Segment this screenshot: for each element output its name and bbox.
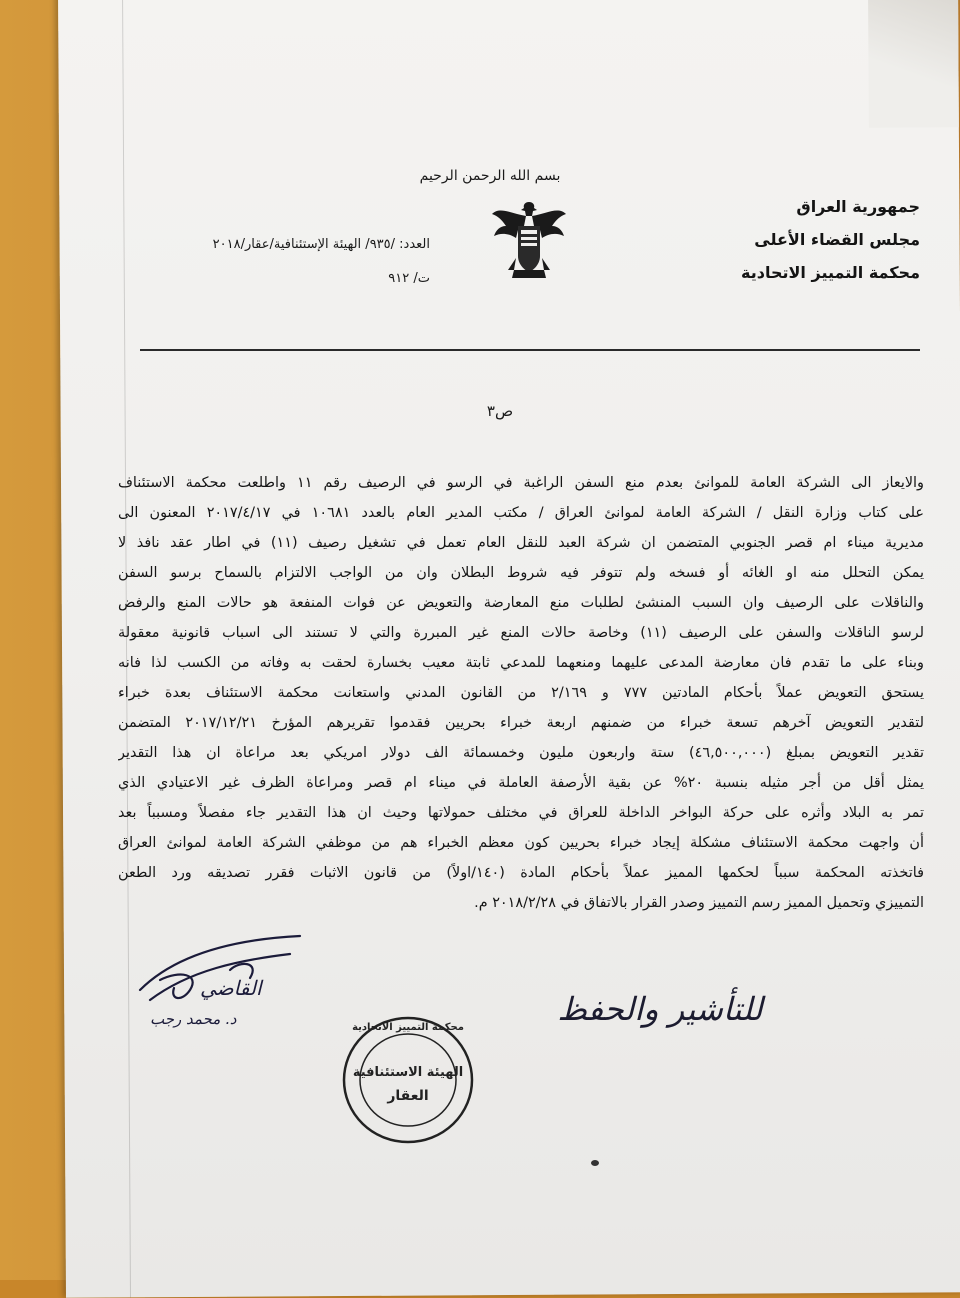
body-line: لتقدير التعويض آخرهم تسعة خبراء من ضمنهم اربعة خبراء بحريين فقدموا تقريرهم المؤرخ ٢٠١٧/١٢/٢١ المتضمن: [118, 715, 924, 731]
body-line: يستحق التعويض عملاً بأحكام المادتين ٧٧٧ و ٢/١٦٩ من القانون المدني واستعانت محكمة الاستئناف بعدة خبراء: [118, 685, 924, 701]
decision-body-text: [118, 468, 924, 918]
page-number: ص٣: [486, 402, 514, 420]
header-divider: [140, 349, 920, 351]
court-seal-stamp: [338, 1010, 478, 1150]
body-line: مديرية ميناء ام قصر الجنوبي المتضمن ان شركة العبد للنقل العام تعمل في تشغيل رصيف (١١) في اطار عقد نافذ لا: [118, 535, 924, 551]
archiving-note-handwritten: للتأشير والحفظ: [557, 990, 763, 1028]
body-line: وبناء على ما تقدم فان معارضة المدعى عليهما ومنعهما للمدعي ثابتة معيب بخسارة لحقت به وفاته من الكسب لذا فانه: [118, 655, 924, 671]
body-line: التمييزي وتحميل المميز رسم التمييز وصدر القرار بالاتفاق في ٢٠١٨/٢/٢٨ م.: [474, 895, 924, 911]
stamp-inner-line1: الهيئة الاستئنافية: [352, 1065, 464, 1080]
bismillah-heading: بسم الله الرحمن الرحيم: [419, 168, 561, 184]
body-line: والناقلات على الرصيف وان السبب المنشئ لطلبات منع المعارضة والتعويض عن فوات المنفعة هو حالات المنع والرفض: [118, 595, 924, 611]
court-line: محكمة التمييز الاتحادية: [741, 263, 920, 282]
body-line: على كتاب وزارة النقل / الشركة العامة لموانئ العراق / مكتب المدير العام بالعدد ١٠٦٨١ في ٢٠١٧/٤/١٧ المعنون الى: [118, 505, 924, 521]
body-line: والايعاز الى الشركة العامة للموانئ بعدم منع السفن الراغبة في الرسو في الرصيف رقم ١١ واطلعت محكمة الاستئناف: [118, 475, 924, 491]
issuing-authority-block: [670, 190, 920, 289]
body-line: تمر به البلاد وأثره على حركة البواخر الداخلة للعراق في مختلف حمولاتها وحيث ان هذا التقدير جاء مفصلاً ومسبباً بعد: [118, 805, 924, 821]
body-line: تقدير التعويض بمبلغ (٤٦,٥٠٠,٠٠٠) ستة واربعون مليون وخمسمائة الف دولار امريكي بعد مراعاة ان هذا التقدير: [118, 745, 924, 761]
ink-dot: [591, 1160, 599, 1166]
body-line: فاتخذته المحكمة سبباً لحكمها المميز عملاً بأحكام المادة (١٤٠/اولاً) من قانون الاثبات فقرر تصديقه ورد الطعن: [118, 865, 924, 881]
body-line: أن واجهت محكمة الاستئناف مشكلة إيجاد خبراء بحريين كون معظم الخبراء هم من موظفي الشركة العامة لموانئ العراق: [118, 835, 924, 851]
paper-corner-fold: [868, 0, 959, 128]
stamp-outer-text: محكمة التمييز الاتحادية: [352, 1022, 464, 1033]
reference-number: العدد: /٩٣٥/ الهيئة الإستئنافية/عقار/٢٠١٨: [212, 237, 430, 252]
iraq-eagle-emblem-icon: [488, 196, 570, 288]
body-line: يمكن التحلل منه او الغائه أو فسخه ولم تتوفر فيه شروط البطلان وان من الواجب الالتزام بالسماح برسو السفن: [118, 565, 924, 581]
country-line: جمهورية العراق: [796, 197, 920, 216]
body-line: لرسو الناقلات والسفن على الرصيف (١١) وخاصة حالات المنع غير المبررة والتي لا تستند الى اسباب قانونية معقولة: [118, 625, 924, 641]
stamp-inner-line2: العقار: [387, 1088, 429, 1104]
judge-title-handwritten: القاضي: [200, 976, 262, 1000]
body-line: يمثل أقل من أجر مثيله بنسبة ٢٠% عن بقية الأرصفة العاملة في ميناء ام قصر ومراعاة الظرف غير الاعتيادي الذي: [118, 775, 924, 791]
t-number: ت/ ٩١٢: [388, 271, 430, 286]
council-line: مجلس القضاء الأعلى: [754, 230, 920, 249]
reference-block: [170, 228, 430, 296]
judge-name-handwritten: د. محمد رجب: [150, 1010, 237, 1028]
